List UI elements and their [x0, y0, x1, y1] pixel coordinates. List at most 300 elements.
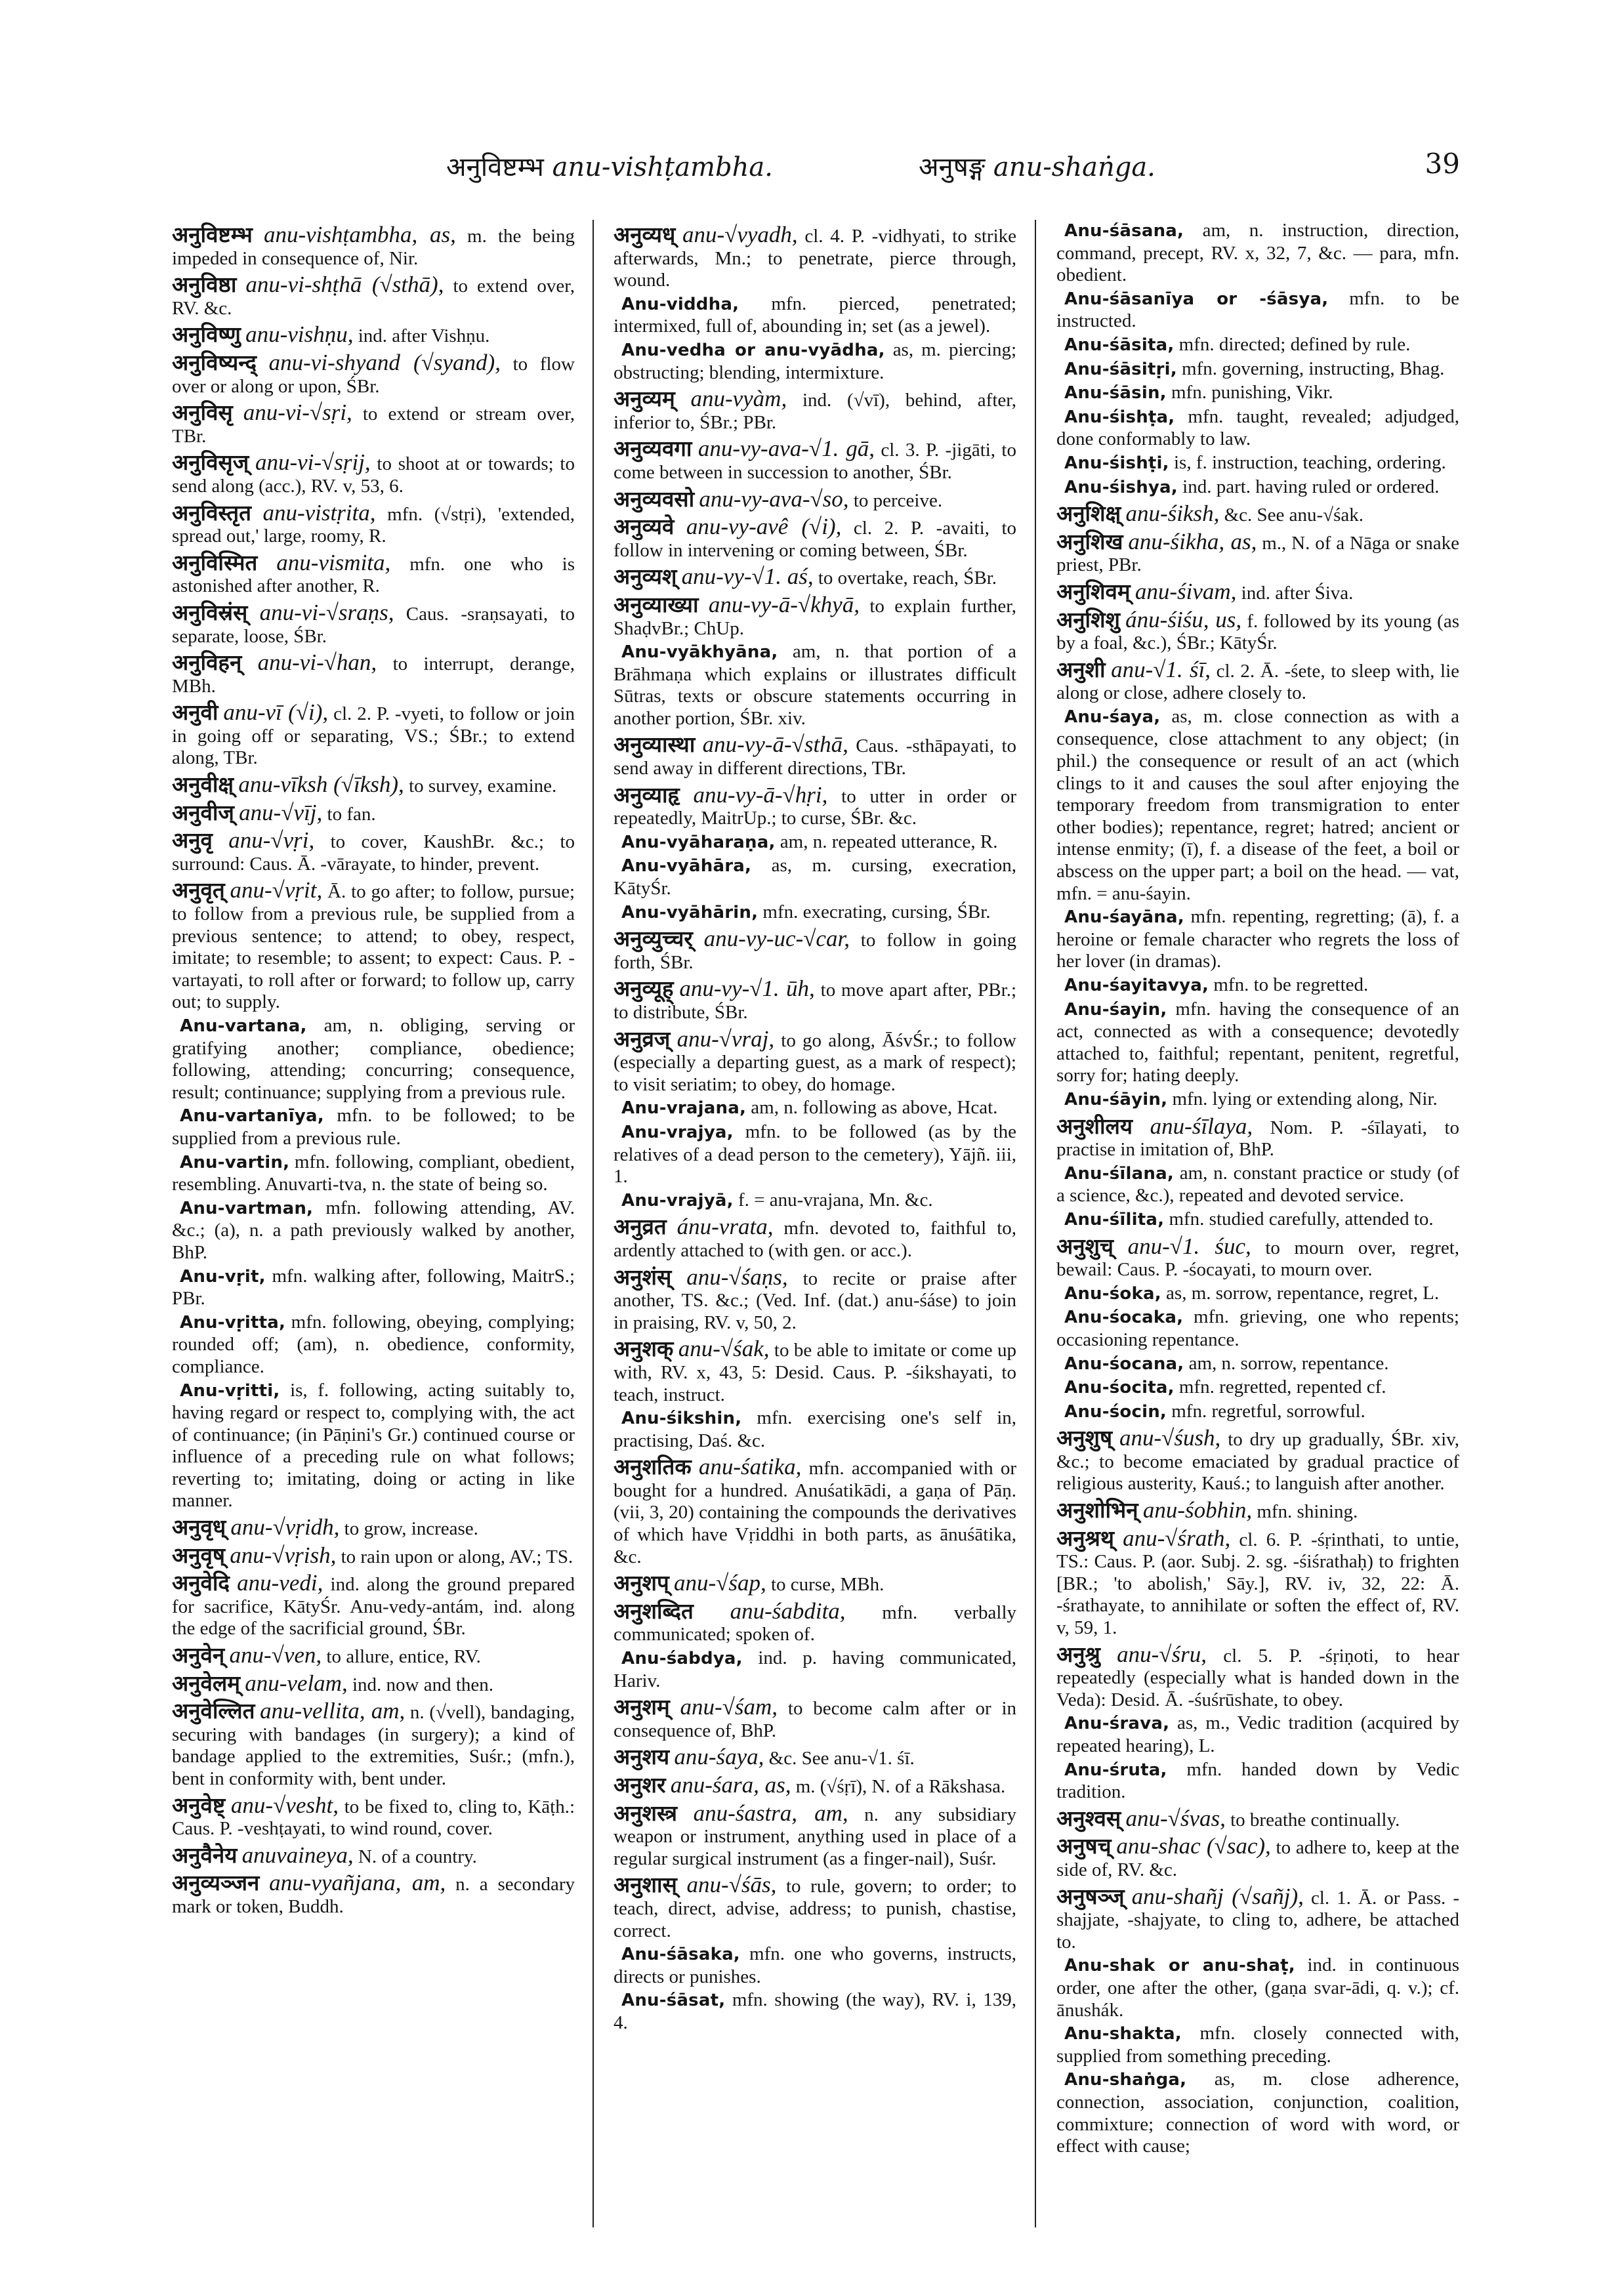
entry-definition: to shoot at or towards; to send along (acc.), RV. v, 53, 6. [172, 453, 575, 497]
entry-devanagari: अनुशिशु [1056, 606, 1120, 632]
entry-devanagari: अनुव्यवगा [614, 436, 692, 462]
dictionary-subentry [614, 1943, 1016, 1988]
dictionary-subentry [1056, 1209, 1459, 1231]
entry-definition: Caus. -sthāpayati, to send away in different directions, TBr. [614, 735, 1016, 779]
entry-headword: anu-śivam, [1135, 578, 1237, 604]
subentry-headword: Anu-vrajyā, [621, 1190, 734, 1210]
subentry-headword: Anu-śayāna, [1064, 907, 1184, 928]
entry-definition: ind. along the ground prepared for sacrifice, KātyŚr. Anu-vedy-antám, ind. along the edge of the sacrificial ground, ŚBr. [172, 1574, 575, 1640]
entry-definition: to dry up gradually, ŚBr. xiv, &c.; to become emaciated by gradual practice of religious austerity, Kauś.; to languish after another. [1056, 1429, 1459, 1495]
entry-definition: cl. 2. P. -vyeti, to follow or join in going off or separating, VS.; ŚBr.; to extend along, TBr. [172, 703, 575, 769]
entry-headword: anu-vy-ava-√1. gā, [697, 436, 875, 462]
subentry-headword: Anu-śrava, [1064, 1714, 1170, 1734]
entry-definition: to go along, ĀśvŚr.; to follow (especially a departing guest, as a mark of respect); to visit seriatim; to obey, do homage. [614, 1029, 1016, 1095]
entry-definition: cl. 5. P. -śṛiṇoti, to hear repeatedly (especially what is handed down in the Veda): Desid. Ā. -śuśrūshate, to obey. [1056, 1645, 1459, 1710]
entry-headword: anu-vyañjana, am, [269, 1870, 446, 1896]
dictionary-subentry [1056, 974, 1459, 997]
subentry-headword: Anu-śocin, [1064, 1401, 1167, 1422]
entry-definition: f. followed by its young (as by a foal, &c.), ŚBr.; KātyŚr. [1056, 610, 1459, 654]
dictionary-entry [614, 1774, 1016, 1798]
entry-headword: anu-vi-shyand (√syand), [268, 349, 501, 375]
subentry-definition: ind. p. having communicated, Hariv. [614, 1647, 1016, 1691]
entry-headword: anu-śabdita, [730, 1598, 846, 1624]
subentry-headword: Anu-vyākhyāna, [621, 642, 778, 663]
subentry-definition: am, n. following as above, Hcat. [751, 1097, 998, 1119]
entry-devanagari: अनुविसृज् [172, 449, 249, 476]
entry-devanagari: अनुवेदि [172, 1570, 230, 1596]
subentry-definition: as, m. sorrow, repentance, regret, L. [1166, 1282, 1440, 1304]
entry-headword: anu-√śrath, [1123, 1525, 1231, 1551]
subentry-headword: Anu-śāsana, [1064, 221, 1184, 241]
subentry-headword: Anu-vedha or anu-vyādha, [621, 340, 885, 360]
dictionary-entry [1056, 1641, 1459, 1712]
dictionary-entry [1056, 606, 1459, 655]
entry-headword: anu-√vṛit, [230, 877, 323, 903]
column-3 [1056, 220, 1459, 2224]
dictionary-subentry [1056, 220, 1459, 287]
entry-headword: anu-vyàm, [690, 386, 787, 412]
dictionary-entry [614, 1266, 1016, 1334]
subentry-definition: mfn. handed down by Vedic tradition. [1056, 1758, 1459, 1803]
entry-definition: N. of a country. [358, 1846, 477, 1867]
dictionary-entry [172, 1544, 575, 1569]
subentry-definition: mfn. following, obeying, complying; rounded off; (am), n. obedience, conformity, compliance. [172, 1311, 575, 1377]
subentry-definition: ind. in continuous order, one after the other, (gaṇa svar-ādi, q. v.); cf. ānushák. [1056, 1954, 1459, 2021]
entry-devanagari: अनुव्यास्था [614, 732, 696, 758]
dictionary-subentry [1056, 1088, 1459, 1111]
subentry-headword: Anu-śāsin, [1064, 383, 1167, 403]
entry-definition: to adhere to, keep at the side of, RV. &c. [1056, 1837, 1459, 1880]
dictionary-entry [172, 1644, 575, 1668]
entry-definition: cl. 3. P. -jigāti, to come between in succession to another, ŚBr. [614, 440, 1016, 483]
subentry-headword: Anu-śikshin, [621, 1409, 742, 1429]
subentry-headword: Anu-shak or anu-shaṭ, [1064, 1956, 1295, 1976]
entry-headword: anu-√śap, [673, 1570, 766, 1596]
dictionary-subentry [614, 901, 1016, 924]
entry-definition: ind. after Vishṇu. [358, 325, 490, 347]
dictionary-entry [172, 451, 575, 497]
column-divider [593, 220, 594, 2227]
subentry-definition: mfn. closely connected with, supplied from something preceding. [1056, 2023, 1459, 2067]
dictionary-subentry [614, 1647, 1016, 1692]
dictionary-subentry [614, 1407, 1016, 1452]
subentry-headword: Anu-śocana, [1064, 1354, 1184, 1374]
dictionary-entry [172, 701, 575, 770]
entry-devanagari: अनुव्यम् [614, 386, 675, 412]
dictionary-subentry [614, 1121, 1016, 1188]
subentry-definition: ind. part. having ruled or ordered. [1182, 476, 1440, 497]
dictionary-entry [172, 651, 575, 697]
dictionary-subentry [1056, 476, 1459, 499]
entry-definition: to survey, examine. [409, 775, 557, 797]
entry-headword: anu-śaya, [674, 1744, 764, 1770]
subentry-definition: am, n. that portion of a Brāhmaṇa which explains or illustrates difficult Sūtras, texts or obscure statements occurring in another portion, ŚBr. xiv. [614, 641, 1016, 729]
entry-headword: anu-vy-√1. aś, [681, 564, 814, 590]
entry-headword: anu-velam, [245, 1670, 348, 1696]
subentry-definition: mfn. lying or extending along, Nir. [1172, 1088, 1438, 1109]
entry-devanagari: अनुव्रज् [614, 1025, 671, 1052]
column-divider [1035, 220, 1036, 2227]
entry-headword: anu-√1. śuc, [1127, 1233, 1251, 1259]
entry-definition: to recite or praise after another, TS. &c.; (Ved. Inf. (dat.) anu-śáse) to join in praising, RV. v, 50, 2. [614, 1268, 1016, 1333]
entry-headword: anu-śobhin, [1142, 1497, 1253, 1523]
entry-devanagari: अनुविस्तृत [172, 499, 251, 526]
entry-headword: anu-vishṭambha, as, [263, 222, 456, 247]
subentry-definition: mfn. punishing, Vikr. [1171, 382, 1333, 403]
entry-devanagari: अनुवेष्ट् [172, 1792, 226, 1818]
subentry-headword: Anu-śabdya, [621, 1649, 743, 1669]
dictionary-subentry [172, 1015, 575, 1104]
entry-devanagari: अनुव्याख्या [614, 591, 699, 617]
dictionary-entry [172, 1844, 575, 1869]
entry-devanagari: अनुवृध् [172, 1514, 226, 1540]
subentry-headword: Anu-shakta, [1064, 2024, 1182, 2044]
entry-headword: anu-√1. śī, [1111, 656, 1211, 682]
entry-headword: anu-√vīj, [239, 799, 323, 825]
dictionary-subentry [614, 641, 1016, 730]
entry-definition: m., N. of a Nāga or snake priest, PBr. [1056, 532, 1459, 576]
subentry-headword: Anu-śishṭi, [1064, 453, 1169, 473]
entry-devanagari: अनुवी [172, 699, 219, 726]
dictionary-subentry [614, 831, 1016, 854]
subentry-definition: mfn. showing (the way), RV. i, 139, 4. [614, 1989, 1016, 2033]
entry-headword: anu-vy-ā-√hṛi, [693, 781, 828, 808]
entry-devanagari: अनुशिख [1056, 528, 1123, 554]
subentry-definition: mfn. exercising one's self in, practising, Daś. &c. [614, 1407, 1016, 1451]
dictionary-entry [614, 591, 1016, 640]
subentry-definition: mfn. repenting, regretting; (ā), f. a heroine or female character who regrets the loss of her lover (in dramas). [1056, 906, 1459, 972]
entry-devanagari: अनुशब्दित [614, 1598, 694, 1624]
dictionary-entry [172, 224, 575, 270]
entry-devanagari: अनुशक् [614, 1336, 674, 1362]
subentry-definition: mfn. taught, revealed; adjudged, done conformably to law. [1056, 405, 1459, 450]
subentry-definition: as, m. close adherence, connection, association, conjunction, coalition, commixture; connection of word with word, or effect with cause; [1056, 2069, 1459, 2157]
subentry-headword: Anu-śīlita, [1064, 1209, 1165, 1230]
dictionary-subentry [614, 293, 1016, 338]
entry-definition: to rain upon or along, AV.; TS. [341, 1546, 573, 1567]
dictionary-entry [172, 829, 575, 875]
entry-headword: anu-vī (√i), [223, 699, 329, 726]
subentry-definition: f. = anu-vrajana, Mn. &c. [738, 1189, 933, 1210]
subentry-headword: Anu-śāsaka, [621, 1945, 740, 1965]
entry-devanagari: अनुश्रथ् [1056, 1525, 1114, 1551]
subentry-headword: Anu-śāsanīya or -śāsya, [1064, 289, 1329, 309]
subentry-headword: Anu-viddha, [621, 294, 739, 314]
entry-definition: m. (√śṛī), N. of a Rākshasa. [795, 1776, 1006, 1797]
entry-headword: ánu-śiśu, us, [1125, 606, 1242, 632]
entry-headword: anu-śikha, as, [1128, 528, 1257, 554]
subentry-headword: Anu-vrajana, [621, 1098, 747, 1119]
subentry-definition: as, m., Vedic tradition (acquired by repeated hearing), L. [1056, 1712, 1459, 1756]
subentry-definition: as, m. cursing, execration, KātyŚr. [614, 855, 1016, 899]
entry-devanagari: अनुविष्टम्भ [172, 222, 253, 247]
entry-devanagari: अनुविस्मित [172, 549, 258, 575]
entry-definition: to mourn over, regret, bewail: Caus. P. -śocayati, to mourn over. [1056, 1237, 1459, 1281]
entry-devanagari: अनुशास् [614, 1872, 677, 1898]
entry-devanagari: अनुशम् [614, 1694, 670, 1720]
dictionary-entry [1056, 1115, 1459, 1161]
dictionary-entry [1056, 1883, 1459, 1954]
entry-headword: anu-vy-ā-√khyā, [708, 591, 860, 617]
entry-definition: to extend over, RV. &c. [172, 276, 575, 319]
dictionary-subentry [1056, 1353, 1459, 1376]
column-2 [614, 220, 1016, 2224]
dictionary-subentry [1056, 2023, 1459, 2067]
subentry-headword: Anu-śoka, [1064, 1283, 1161, 1304]
entry-headword: anu-√vyadh, [682, 222, 798, 247]
left-guide-word-devanagari: अनुविष्टम्भ [446, 152, 544, 182]
entry-definition: to follow in going forth, ŚBr. [614, 930, 1016, 973]
subentry-definition: mfn. to be instructed. [1056, 287, 1459, 332]
entry-devanagari: अनुश्वस् [1056, 1805, 1121, 1831]
entry-devanagari: अनुवेलम् [172, 1670, 240, 1696]
dictionary-entry [172, 402, 575, 447]
dictionary-entry [172, 1794, 575, 1840]
entry-definition: mfn. shining. [1257, 1501, 1358, 1523]
entry-headword: anu-√śās, [686, 1872, 777, 1898]
entry-definition: Caus. -sraṇsayati, to separate, loose, ŚBr. [172, 603, 575, 647]
dictionary-entry [172, 1700, 575, 1790]
dictionary-entry [614, 488, 1016, 512]
subentry-definition: mfn. one who governs, instructs, directs or punishes. [614, 1943, 1016, 1987]
entry-definition: to flow over or along or upon, ŚBr. [172, 353, 575, 397]
dictionary-subentry [1056, 2069, 1459, 2157]
entry-headword: anu-√ven, [229, 1642, 322, 1668]
entry-definition: to fan. [327, 803, 376, 825]
subentry-definition: as, m. close connection as with a consequence, close attachment to any object; (in phil.) the consequence or result of an act (which clings to it and causes the soul after enjoying the temporary freedom from transmigration to enter other bodies); repentance, regret; hatred; ancient or intense enmity; (ī), f. a disease of the feet, a boil or abscess on the upper part; a boil on the head. — vat, mfn. = anu-śayin. [1056, 705, 1459, 904]
subentry-definition: mfn. governing, instructing, Bhag. [1182, 358, 1445, 379]
dictionary-subentry [172, 1105, 575, 1149]
subentry-headword: Anu-vartana, [180, 1016, 307, 1036]
dictionary-entry [172, 1872, 575, 1918]
entry-headword: anu-vi-√sṛi, [243, 400, 352, 426]
entry-devanagari: अनुशर [614, 1772, 666, 1798]
entry-headword: anu-vistṛita, [262, 499, 376, 526]
entry-devanagari: अनुविसृ [172, 400, 233, 426]
subentry-definition: is, f. following, acting suitably to, having regard or respect to, complying with, the act of continuance; (in Pāṇini's Gr.) continued course or influence of a preceding rule on what follows; reverting to; imitating, doing or acting in like manner. [172, 1379, 575, 1512]
dictionary-subentry [1056, 1283, 1459, 1306]
entry-devanagari: अनुवृ [172, 827, 213, 854]
dictionary-entry [614, 734, 1016, 779]
entry-definition: ind. after Śiva. [1241, 582, 1354, 604]
entry-devanagari: अनुवृष् [172, 1542, 225, 1568]
entry-devanagari: अनुश्रु [1056, 1641, 1100, 1667]
entry-headword: ánu-vrata, [677, 1214, 774, 1240]
entry-devanagari: अनुशोभिन् [1056, 1497, 1138, 1523]
subentry-definition: mfn. to be followed (as by the relatives of a dead person to the cemetery), Yājñ. iii, 1. [614, 1121, 1016, 1188]
entry-definition: mfn. verbally communicated; spoken of. [614, 1602, 1016, 1645]
entry-definition: to curse, MBh. [770, 1574, 885, 1596]
subentry-headword: Anu-śaya, [1064, 707, 1161, 727]
dictionary-subentry [172, 1312, 575, 1378]
entry-headword: anu-√śush, [1119, 1425, 1221, 1451]
dictionary-subentry [1056, 906, 1459, 973]
subentry-headword: Anu-vrajya, [621, 1122, 734, 1142]
dictionary-entry [172, 799, 575, 826]
subentry-headword: Anu-śayin, [1064, 999, 1167, 1020]
dictionary-entry [614, 1600, 1016, 1646]
dictionary-entry [614, 438, 1016, 484]
subentry-definition: mfn. execrating, cursing, ŚBr. [762, 901, 991, 922]
dictionary-subentry [172, 1266, 575, 1310]
subentry-headword: Anu-vṛitta, [180, 1312, 286, 1333]
subentry-headword: Anu-vyāharaṇa, [621, 832, 776, 852]
dictionary-entry [1056, 1835, 1459, 1881]
right-guide-word-transliteration: anu-shaṅga. [993, 152, 1156, 182]
entry-headword: anu-śara, as, [670, 1772, 791, 1798]
dictionary-entry [614, 516, 1016, 562]
entry-devanagari: अनुशतिक [614, 1454, 692, 1480]
entry-devanagari: अनुविष्यन्द् [172, 349, 257, 375]
dictionary-entry [172, 323, 575, 348]
entry-definition: to utter in order or repeatedly, MaitrUp.; to curse, ŚBr. &c. [614, 785, 1016, 829]
entry-headword: anu-vismita, [276, 549, 391, 575]
dictionary-subentry [1056, 1954, 1459, 2021]
subentry-definition: mfn. studied carefully, attended to. [1169, 1208, 1434, 1230]
dictionary-subentry [172, 1380, 575, 1513]
entry-headword: anu-vishṇu, [245, 321, 354, 348]
entry-headword: anu-√śam, [680, 1694, 778, 1720]
entry-headword: anu-vi-√sṛij, [255, 449, 371, 476]
subentry-definition: am, n. instruction, direction, command, precept, RV. x, 32, 7, &c. — para, mfn. obedient. [1056, 220, 1459, 286]
entry-devanagari: अनुशिवम् [1056, 578, 1131, 604]
entry-definition: to become calm after or in consequence of, BhP. [614, 1698, 1016, 1741]
entry-definition: to overtake, reach, ŚBr. [818, 568, 997, 589]
entry-devanagari: अनुशी [1056, 656, 1106, 682]
entry-headword: anu-shañj (√sañj), [1131, 1883, 1304, 1909]
subentry-headword: Anu-śīlana, [1064, 1163, 1174, 1184]
subentry-headword: Anu-śayitavya, [1064, 976, 1209, 995]
subentry-definition: mfn. having the consequence of an act, connected as with a consequence; devotedly attached to, faithful; repentant, penitent, regretful, sorry for; hating deeply. [1056, 998, 1459, 1086]
dictionary-subentry [1056, 1712, 1459, 1757]
subentry-definition: as, m. piercing; obstructing; blending, intermixture. [614, 339, 1016, 383]
dictionary-entry [172, 1516, 575, 1540]
entry-definition: n. a secondary mark or token, Buddh. [172, 1874, 575, 1917]
subentry-headword: Anu-śocaka, [1064, 1308, 1184, 1328]
subentry-headword: Anu-vyāhāra, [621, 856, 752, 877]
subentry-definition: mfn. following, compliant, obedient, resembling. Anuvarti-tva, n. the state of being so. [172, 1151, 575, 1195]
entry-headword: anu-vy-ā-√sthā, [702, 732, 848, 758]
subentry-headword: Anu-vartanīya, [180, 1106, 324, 1127]
dictionary-entry [1056, 528, 1459, 577]
entry-definition: n. any subsidiary weapon or instrument, anything used in place of a regular surgical instrument (as a finger-nail), Suśr. [614, 1804, 1016, 1869]
dictionary-entry [614, 388, 1016, 434]
subentry-definition: mfn. following attending, AV. &c.; (a), n. a path previously walked by another, BhP. [172, 1197, 575, 1263]
entry-devanagari: अनुव्यध् [614, 222, 676, 247]
entry-definition: cl. 4. P. -vidhyati, to strike afterwards, Mn.; to penetrate, pierce through, wound. [614, 226, 1016, 291]
dictionary-subentry [1056, 452, 1459, 475]
dictionary-entry [614, 1338, 1016, 1406]
entry-devanagari: अनुशप् [614, 1570, 669, 1596]
dictionary-entry [614, 224, 1016, 292]
dictionary-entry [614, 566, 1016, 590]
entry-headword: anuvaineya, [241, 1842, 354, 1868]
page-number: 39 [1425, 148, 1460, 180]
dictionary-entry [1056, 503, 1459, 527]
dictionary-entry [172, 499, 575, 548]
entry-definition: cl. 1. Ā. or Pass. -shajjate, -shajyate, to cling to, adhere, be attached to. [1056, 1887, 1459, 1953]
entry-devanagari: अनुवेल्लित [172, 1698, 255, 1724]
dictionary-entry [614, 1572, 1016, 1596]
entry-devanagari: अनुशिक्ष् [1056, 501, 1121, 527]
dictionary-entry [1056, 1427, 1459, 1495]
entry-definition: ind. (√vī), behind, after, inferior to, ŚBr.; PBr. [614, 390, 1016, 433]
entry-definition: to rule, govern; to order; to teach, direct, advise, address; to punish, chastise, correct. [614, 1876, 1016, 1941]
dictionary-subentry [1056, 1163, 1459, 1207]
entry-headword: anu-shac (√sac), [1116, 1833, 1271, 1859]
entry-definition: mfn. (√stṛi), 'extended, spread out,' large, roomy, R. [172, 503, 575, 547]
subentry-headword: Anu-śāsat, [621, 1991, 726, 2011]
subentry-definition: am, n. obliging, serving or gratifying another; compliance, obedience; following, attending; concurring; consequence, result; continuance; supplying from a previous rule. [172, 1015, 575, 1103]
dictionary-subentry [614, 1989, 1016, 2034]
entry-definition: &c. See anu-√śak. [1224, 505, 1364, 526]
dictionary-subentry [1056, 358, 1459, 381]
entry-devanagari: अनुव्याहृ [614, 781, 680, 808]
subentry-definition: mfn. walking after, following, MaitrS.; PBr. [172, 1265, 575, 1310]
dictionary-entry [614, 1874, 1016, 1942]
entry-devanagari: अनुवैनेय [172, 1842, 238, 1868]
entry-definition: mfn. devoted to, faithful to, ardently attached to (with gen. or acc.). [614, 1218, 1016, 1261]
entry-devanagari: अनुशुष् [1056, 1425, 1113, 1451]
dictionary-subentry [614, 1189, 1016, 1212]
left-guide-word [446, 148, 773, 184]
entry-definition: to explain further, ShaḍvBr.; ChUp. [614, 595, 1016, 639]
entry-devanagari: अनुवृत् [172, 877, 225, 903]
dictionary-entry [1056, 578, 1459, 605]
entry-headword: anu-√śvas, [1125, 1805, 1226, 1831]
entry-definition: &c. See anu-√1. śī. [768, 1748, 915, 1769]
subentry-definition: mfn. regretted, repented cf. [1178, 1376, 1386, 1398]
subentry-headword: Anu-vṛitti, [180, 1380, 280, 1401]
dictionary-entry [614, 1696, 1016, 1742]
dictionary-entry [172, 879, 575, 1014]
entry-devanagari: अनुव्यञ्जन [172, 1870, 260, 1896]
entry-definition: to be fixed to, cling to, Kāṭh.: Caus. P. -veshṭayati, to wind round, cover. [172, 1796, 575, 1840]
subentry-definition: mfn. directed; defined by rule. [1178, 333, 1411, 355]
entry-definition: to allure, entice, RV. [326, 1646, 481, 1668]
dictionary-subentry [614, 339, 1016, 384]
entry-headword: anu-vy-uc-√car, [703, 926, 850, 952]
entry-headword: anu-vy-√1. ūh, [679, 976, 815, 1002]
running-header [171, 148, 1460, 187]
entry-devanagari: अनुव्यूह् [614, 976, 674, 1002]
entry-headword: anu-vy-ava-√so, [699, 486, 849, 512]
entry-definition: to move apart after, PBr.; to distribute, ŚBr. [614, 980, 1016, 1023]
dictionary-subentry [1056, 1759, 1459, 1804]
entry-definition: to perceive. [853, 489, 943, 511]
subentry-definition: mfn. pierced, penetrated; intermixed, full of, abounding in; set (as a jewel). [614, 293, 1016, 337]
entry-devanagari: अनुषच् [1056, 1833, 1112, 1859]
dictionary-entry [172, 1672, 575, 1697]
entry-definition: cl. 2. Ā. -śete, to sleep with, lie along or close, adhere closely to. [1056, 660, 1459, 704]
dictionary-subentry [1056, 1306, 1459, 1351]
dictionary-entry [614, 978, 1016, 1023]
subentry-headword: Anu-śocita, [1064, 1378, 1175, 1398]
dictionary-entry [1056, 1235, 1459, 1281]
dictionary-subentry [1056, 999, 1459, 1087]
dictionary-subentry [614, 855, 1016, 899]
entry-devanagari: अनुव्यश् [614, 564, 677, 590]
dictionary-subentry [1056, 382, 1459, 405]
entry-devanagari: अनुशस्त्र [614, 1800, 678, 1826]
subentry-definition: mfn. grieving, one who repents; occasioning repentance. [1056, 1306, 1459, 1350]
entry-devanagari: अनुशुच् [1056, 1233, 1114, 1259]
dictionary-subentry [1056, 406, 1459, 451]
dictionary-entry [172, 774, 575, 798]
entry-devanagari: अनुविष्ठा [172, 272, 237, 298]
entry-headword: anu-√śaṇs, [686, 1264, 788, 1290]
entry-headword: anu-vedi, [237, 1570, 323, 1596]
